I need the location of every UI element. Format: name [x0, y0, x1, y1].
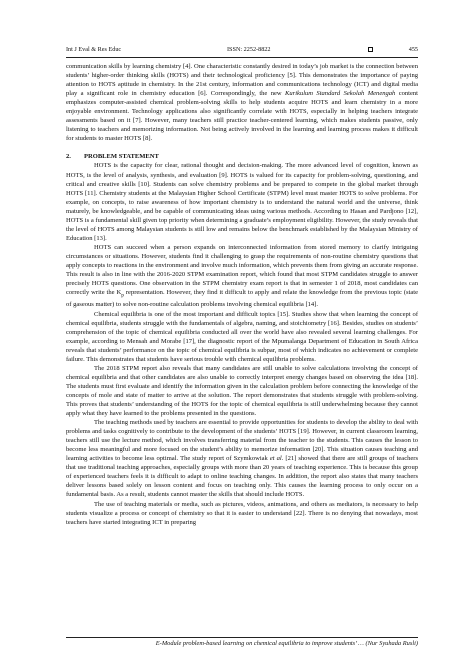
section-title: PROBLEM STATEMENT: [84, 153, 159, 161]
paragraph-teaching-materials: The use of teaching materials or media, such as pictures, videos, animations, and others as mediators, is necessary to help students visualize a process or concept of chemistry so that it is easier to understand [22]. There is no denying that nowadays, most teachers have started integrating ICT in preparing: [66, 500, 418, 526]
paragraph-text: representation. However, they find it difficult to apply and relate the knowledge from the previous topic (state of gaseous matter) to solve non-routine calculation problems involving chemical equilibria [14].: [66, 289, 418, 309]
paragraph-stpm-report: The 2018 STPM report also reveals that many candidates are still unable to solve calculations involving the concept of chemical equilibria and that other candidates are also unable to correctly interpret energy changes based on observing the idea [18]. The students must first evaluate and identify the information given in the calculation problem before connecting the knowledge of the concepts of mole and state of matter to arrive at the solution. The report demonstrates that students struggle with problem-solving. This proves that students’ understanding of the HOTS for the topic of chemical equilibria is still underwhelming because they cannot apply what they have learned to the problems presented in the questions.: [66, 364, 418, 418]
running-footer: E-Module problem-based learning on chemical equilibria to improve students’ … (Nur Syuhada Rusli): [155, 640, 418, 647]
header-divider: [66, 57, 418, 58]
paragraph-text: HOTS can succeed when a person expands on interconnected information from stored memory to clarify intriguing circumstances or situations. However, students find it challenging to grasp the requirements of non-routine chemistry questions that apply concepts to reactions in the environment and involve much information, which prevents them from giving an accurate response. This result is also in line with the 2016-2020 STPM examination report, which found that most STPM candidates struggle to answer precisely HOTS questions. One observation in the STPM chemistry exam report is that in semester 1 of 2018, most candidates can correctly write the K: [66, 243, 418, 297]
checkbox-square-icon: [368, 47, 373, 52]
et-al: et al.: [269, 455, 284, 463]
intro-text-2: content emphasizes computer-assisted chemical problem-solving skills to help students acquire HOTS and learn chemistry in a more enjoyable environment. Technology applications also significantly correlate with HOTS, especially in helping teachers integrate assessments based on it [7]. However, many teachers still practice teacher-centered learning, which makes students passive, only listening to teachers and memorizing information. Not being actively involved in the learning and learning process makes it difficult for students to master HOTS [8].: [66, 90, 418, 143]
journal-name: Int J Eval & Res Educ: [66, 46, 122, 53]
paragraph-hots-success: [66, 243, 418, 310]
curriculum-name: Kurikulum Standard Sekolah Menengah: [285, 90, 396, 98]
paragraph-hots-definition: HOTS is the capacity for clear, rational thought and decision-making. The more advanced level of cognition, known as HOTS, is the level of analysis, synthesis, and evaluation [9]. HOTS is valued for its capacity for problem-solving, questioning, and critical and creative skills [10]. Students can solve chemistry problems and be prepared to compete in the global market through HOTS [11]. Chemistry students at the Malaysian Higher School Certificate (STPM) level must master HOTS to solve problems. For example, on concepts, to raise awareness of how important chemistry is to understand the natural world and the universe, think maturely, be knowledgeable, and be capable of communicating ideas using various methods. According to Hasan and Pardjono [12], HOTS is a fundamental skill given top priority when determining a graduate’s employment eligibility. However, the study reveals that the level of HOTS among Malaysian students is still low and remains below the benchmark established by the Malaysian Ministry of Education [13].: [66, 162, 418, 242]
section-heading: [66, 152, 418, 161]
issn-label: ISSN: 2252-8822: [227, 46, 271, 53]
intro-paragraph: [66, 62, 418, 143]
paragraph-text: [21] showed that there are still groups of teachers that use traditional teaching approaches, especially groups with more than 20 years of teaching experience. This is because this group of experienced teachers feels it is difficult to adapt to online teaching changes. In addition, the report also states that many teachers deliver lessons based solely on lesson content and focus on teaching only. This causes the learning process to only occur on a fundamental basis. As a result, students cannot master the skills that should include HOTS.: [66, 455, 419, 499]
section-number: 2.: [66, 153, 71, 161]
paragraph-teaching-methods: [66, 418, 418, 499]
page-header: [66, 44, 418, 56]
kp-subscript: p: [121, 292, 124, 299]
page-number: 455: [408, 46, 418, 53]
intro-text-1: communication skills by learning chemistry [4]. One characteristic constantly desired in today’s job market is the connection between students’ higher-order thinking skills (HOTS) and their technological proficiency [5]. This demonstrates the importance of paying attention to HOTS aptitude in chemistry. In the 21st century, information and communications technology (ICT) and digital media play a significant role in chemistry education [6]. Correspondingly, the new: [66, 63, 418, 98]
footer-divider: [66, 637, 418, 638]
paragraph-text: The teaching methods used by teachers are essential to provide opportunities for students to develop the ability to deal with problems and tasks cognitively to contribute to the development of the students’ HOTS [19]. However, in current classroom learning, teachers still use the lecture method, which involves transferring material from the teacher to the students. This causes the lesson to become less meaningful and more focused on the student’s ability to memorize information [20]. This situation causes teaching and learning activities to become less optimal. The study report of Szymkowiak: [66, 419, 418, 463]
paragraph-chemical-equilibria: Chemical equilibria is one of the most important and difficult topics [15]. Studies show that when learning the concept of chemical equilibria, students struggle with the fundamentals of algebra, naming, and stoichiometry [16]. Besides, studies on students’ comprehension of the topic of chemical equilibria conducted all over the world have also revealed several learning challenges. For example, according to Mensah and Morabe [17], the diagnostic report of the Mpumalanga Department of Education in South Africa reveals that students’ performance on the topic of chemical equilibria is subpar, most of which indicates no achievement or complete failure. This demonstrates that students have serious trouble with chemical equilibria problems.: [66, 310, 418, 363]
article-body: [66, 62, 418, 527]
